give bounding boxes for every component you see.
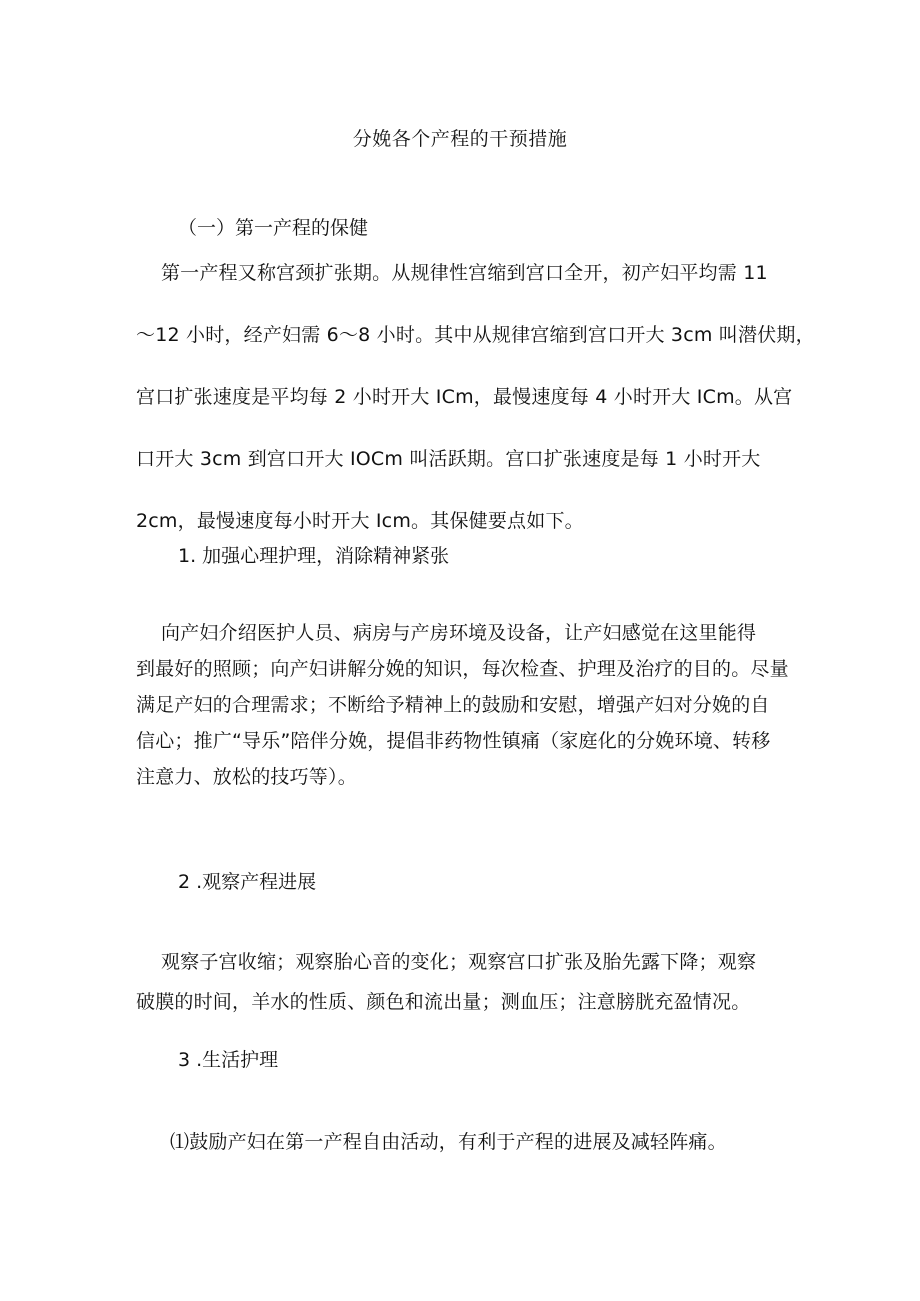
item-paragraph-1: 向产妇介绍医护人员、病房与产房环境及设备，让产妇感觉在这里能得 到最好的照顾；向产妇讲解分娩的知识，每次检查、护理及治疗的目的。尽量 满足产妇的合理需求；不断给予精神上的鼓励和安慰，增强产妇对分娩的自 信心；推广“导乐”陪伴分娩，提倡非药物性镇痛（家庭化的分娩环境、转移 注意力、放松的技巧等）。 [136, 622, 789, 788]
item-heading-2: 2 .观察产程进展 [178, 871, 317, 893]
document-title: 分娩各个产程的干预措施 [352, 128, 568, 150]
item-paragraph-3: ⑴鼓励产妇在第一产程自由活动，有利于产程的进展及减轻阵痛。 [170, 1131, 727, 1153]
section-heading: （一）第一产程的保健 [178, 217, 369, 239]
intro-paragraph: 第一产程又称宫颈扩张期。从规律性宫缩到宫口全开，初产妇平均需 11 ～12 小时，经产妇需 6～8 小时。其中从规律宫缩到宫口开大 3cm 叫潜伏期， 宫口扩张速度是平均每 2 小时开大 ICm，最慢速度每 4 小时开大 ICm。从宫 口开大 3cm 到宫口开大 IOCm 叫活跃期。宫口扩张速度是每 1 小时开大 2cm，最慢速度每小时开大 Icm。其保健要点如下。 [136, 262, 815, 532]
item-paragraph-2: 观察子宫收缩；观察胎心音的变化；观察宫口扩张及胎先露下降；观察 破膜的时间，羊水的性质、颜色和流出量；测血压；注意膀胱充盈情况。 [136, 951, 757, 1013]
item-heading-3: 3 .生活护理 [178, 1049, 279, 1071]
item-heading-1: 1. 加强心理护理，消除精神紧张 [178, 545, 450, 567]
